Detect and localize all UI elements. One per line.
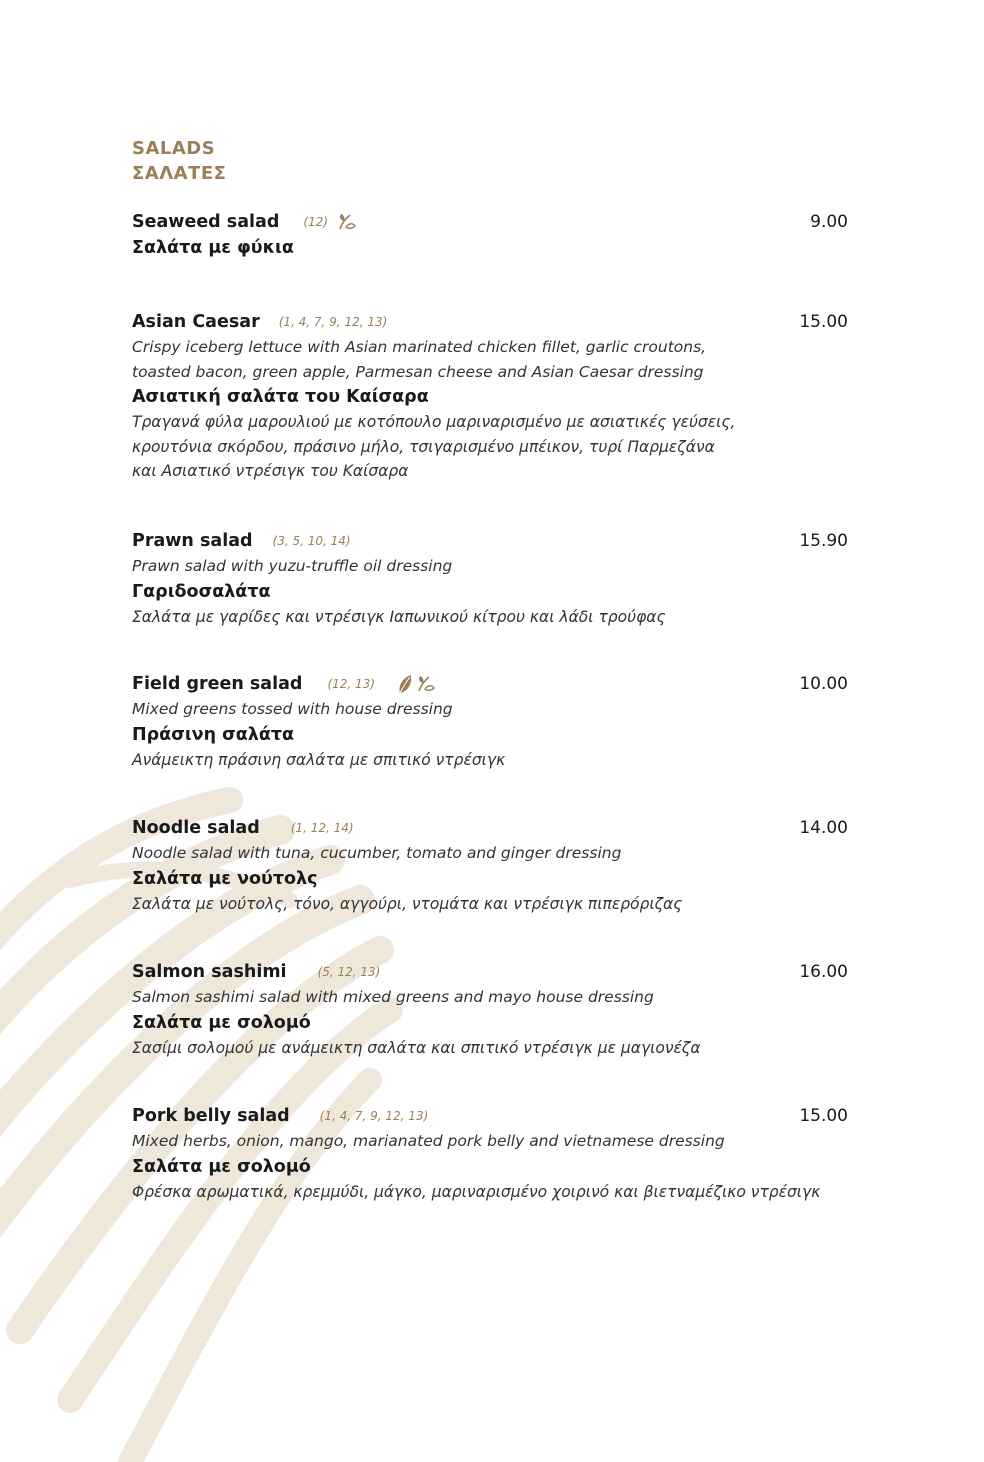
item-name-gr: Σαλάτα με σολομό bbox=[132, 1156, 311, 1177]
menu-item-salmon-sashimi bbox=[132, 959, 848, 1060]
item-desc-gr-line: κρουτόνια σκόρδου, πράσινο μήλο, τσιγαρισμένο μπέικον, τυρί Παρμεζάνα bbox=[132, 437, 715, 456]
item-desc-en-line: toasted bacon, green apple, Parmesan cheese and Asian Caesar dressing bbox=[132, 362, 704, 381]
item-name-en: Asian Caesar bbox=[132, 312, 260, 332]
item-price: 10.00 bbox=[799, 674, 848, 694]
allergen-codes: (1, 4, 7, 9, 12, 13) bbox=[278, 315, 388, 329]
item-price: 15.90 bbox=[799, 531, 848, 551]
item-desc-en-line: Crispy iceberg lettuce with Asian marinated chicken fillet, garlic croutons, bbox=[132, 338, 707, 356]
item-name-en: Noodle salad bbox=[132, 818, 260, 838]
item-desc-gr-line: Σασίμι σολομού με ανάμεικτη σαλάτα και σπιτικό ντρέσιγκ με μαγιονέζα bbox=[132, 1038, 701, 1057]
item-price: 14.00 bbox=[799, 818, 848, 838]
item-name-gr: Σαλάτα με νούτολς bbox=[132, 868, 318, 889]
menu-item-noodle-salad bbox=[132, 815, 848, 916]
allergen-codes: (1, 12, 14) bbox=[290, 821, 354, 835]
item-desc-gr-line: Σαλάτα με νούτολς, τόνο, αγγούρι, ντομάτα και ντρέσιγκ πιπερόριζας bbox=[132, 894, 683, 913]
vegan-icon bbox=[336, 211, 358, 233]
allergen-codes: (1, 4, 7, 9, 12, 13) bbox=[319, 1109, 429, 1123]
item-desc-gr-line: Ανάμεικτη πράσινη σαλάτα με σπιτικό ντρέσιγκ bbox=[132, 750, 506, 769]
vegan-icon bbox=[415, 673, 437, 695]
item-name-gr: Πράσινη σαλάτα bbox=[132, 724, 295, 745]
item-name-gr: Σαλάτα με σολομό bbox=[132, 1012, 311, 1033]
item-name-en: Salmon sashimi bbox=[132, 962, 287, 982]
vegetarian-leaf-icon bbox=[397, 673, 413, 695]
item-name-gr: Σαλάτα με φύκια bbox=[132, 238, 294, 258]
item-name-gr: Ασιατική σαλάτα του Καίσαρα bbox=[132, 387, 429, 407]
item-price: 16.00 bbox=[799, 962, 848, 982]
item-name-en: Field green salad bbox=[132, 674, 303, 694]
section-heading-en: SALADS bbox=[132, 138, 216, 159]
item-price: 15.00 bbox=[799, 312, 848, 332]
allergen-codes: (3, 5, 10, 14) bbox=[272, 534, 351, 548]
item-desc-en-line: Prawn salad with yuzu-truffle oil dressing bbox=[132, 557, 453, 575]
menu-item-asian-caesar bbox=[132, 309, 848, 484]
allergen-codes: (12) bbox=[303, 215, 329, 229]
section-heading bbox=[132, 136, 226, 186]
item-desc-en-line: Mixed greens tossed with house dressing bbox=[132, 700, 453, 718]
item-desc-gr-line: και Ασιατικό ντρέσιγκ του Καίσαρα bbox=[132, 462, 409, 480]
item-name-en: Pork belly salad bbox=[132, 1106, 290, 1126]
item-price: 9.00 bbox=[810, 212, 848, 232]
menu-item-prawn-salad bbox=[132, 528, 848, 629]
item-name-en: Seaweed salad bbox=[132, 212, 280, 232]
allergen-codes: (5, 12, 13) bbox=[317, 965, 381, 979]
section-heading-gr: ΣΑΛΑΤΕΣ bbox=[132, 163, 227, 184]
menu-item-field-green-salad bbox=[132, 671, 848, 772]
item-desc-gr-line: Φρέσκα αρωματικά, κρεμμύδι, μάγκο, μαριναρισμένο χοιρινό και βιετναμέζικο ντρέσιγκ bbox=[132, 1182, 821, 1201]
menu-item-seaweed-salad bbox=[132, 209, 848, 261]
item-desc-en-line: Noodle salad with tuna, cucumber, tomato and ginger dressing bbox=[132, 844, 622, 862]
item-desc-en-line: Salmon sashimi salad with mixed greens and mayo house dressing bbox=[132, 988, 654, 1006]
allergen-codes: (12, 13) bbox=[327, 677, 375, 691]
item-name-gr: Γαριδοσαλάτα bbox=[132, 581, 271, 602]
item-name-en: Prawn salad bbox=[132, 531, 253, 551]
item-desc-en-line: Mixed herbs, onion, mango, marianated pork belly and vietnamese dressing bbox=[132, 1132, 725, 1150]
item-desc-gr-line: Σαλάτα με γαρίδες και ντρέσιγκ Ιαπωνικού κίτρου και λάδι τρούφας bbox=[132, 607, 666, 626]
item-desc-gr-line: Τραγανά φύλα μαρουλιού με κοτόπουλο μαριναρισμένο με ασιατικές γεύσεις, bbox=[132, 413, 736, 431]
menu-item-pork-belly-salad bbox=[132, 1103, 848, 1204]
item-price: 15.00 bbox=[799, 1106, 848, 1126]
